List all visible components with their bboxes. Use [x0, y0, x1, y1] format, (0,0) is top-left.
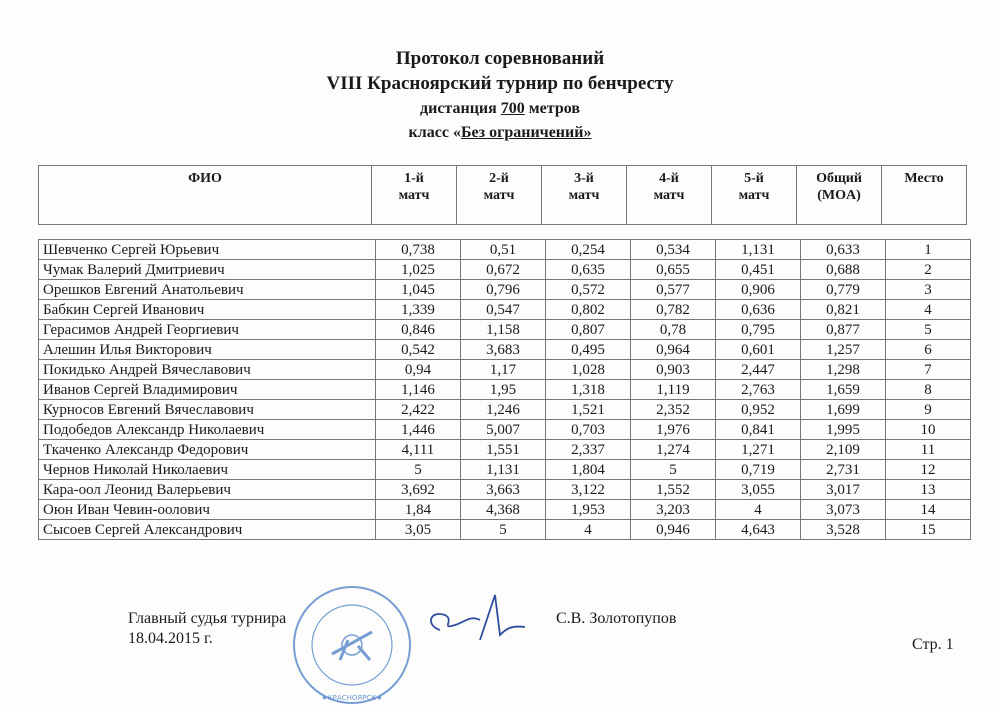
score-cell: 3 — [886, 280, 971, 300]
score-cell: 11 — [886, 440, 971, 460]
score-cell: 4,368 — [461, 500, 546, 520]
name-cell: Чумак Валерий Дмитриевич — [39, 260, 376, 280]
table-row — [39, 380, 971, 400]
name-cell: Оюн Иван Чевин-оолович — [39, 500, 376, 520]
score-cell: 1,025 — [376, 260, 461, 280]
score-cell: 1,446 — [376, 420, 461, 440]
name-cell: Кара-оол Леонид Валерьевич — [39, 480, 376, 500]
class-value: Без ограничений» — [460, 124, 592, 141]
svg-text:★КРАСНОЯРСК★: ★КРАСНОЯРСК★ — [321, 694, 383, 702]
score-cell: 0,572 — [546, 280, 631, 300]
score-cell: 0,688 — [801, 260, 886, 280]
score-cell: 0,78 — [631, 320, 716, 340]
score-cell: 5 — [886, 320, 971, 340]
score-cell: 2,109 — [801, 440, 886, 460]
judge-label: Главный судья турнира — [128, 610, 287, 627]
score-cell: 0,795 — [716, 320, 801, 340]
doc-title: Протокол соревнований — [395, 48, 605, 69]
score-cell: 3,683 — [461, 340, 546, 360]
distance-label: дистанция — [420, 100, 501, 117]
score-cell: 5 — [461, 520, 546, 540]
class-line — [0, 124, 1000, 142]
name-cell: Герасимов Андрей Георгиевич — [39, 320, 376, 340]
name-cell: Иванов Сергей Владимирович — [39, 380, 376, 400]
score-cell: 2,763 — [716, 380, 801, 400]
name-cell: Ткаченко Александр Федорович — [39, 440, 376, 460]
score-cell: 1,95 — [461, 380, 546, 400]
score-cell: 5,007 — [461, 420, 546, 440]
score-cell: 6 — [886, 340, 971, 360]
score-cell: 3,528 — [801, 520, 886, 540]
score-cell: 13 — [886, 480, 971, 500]
score-cell: 2,337 — [546, 440, 631, 460]
distance-value: 700 — [500, 100, 525, 117]
table-row — [39, 420, 971, 440]
score-cell: 3,203 — [631, 500, 716, 520]
score-cell: 0,672 — [461, 260, 546, 280]
score-cell: 1,339 — [376, 300, 461, 320]
name-cell: Алешин Илья Викторович — [39, 340, 376, 360]
score-cell: 15 — [886, 520, 971, 540]
table-row — [39, 320, 971, 340]
score-cell: 1,158 — [461, 320, 546, 340]
table-row — [39, 520, 971, 540]
score-cell: 2,352 — [631, 400, 716, 420]
score-cell: 4,111 — [376, 440, 461, 460]
score-cell: 0,877 — [801, 320, 886, 340]
score-cell: 0,495 — [546, 340, 631, 360]
column-header: 5-й матч — [712, 166, 797, 225]
score-cell: 1,318 — [546, 380, 631, 400]
tournament-name: VIII Красноярский турнир по бенчресту — [326, 73, 674, 94]
score-cell: 1,298 — [801, 360, 886, 380]
score-cell: 0,703 — [546, 420, 631, 440]
score-cell: 0,451 — [716, 260, 801, 280]
name-cell: Бабкин Сергей Иванович — [39, 300, 376, 320]
results-header-table — [38, 165, 967, 225]
score-cell: 3,663 — [461, 480, 546, 500]
table-row — [39, 480, 971, 500]
column-header: 4-й матч — [627, 166, 712, 225]
table-row — [39, 280, 971, 300]
score-cell: 0,51 — [461, 240, 546, 260]
score-cell: 1,659 — [801, 380, 886, 400]
class-label: класс « — [408, 124, 461, 141]
table-row — [39, 340, 971, 360]
score-cell: 3,017 — [801, 480, 886, 500]
score-cell: 1,976 — [631, 420, 716, 440]
score-cell: 3,05 — [376, 520, 461, 540]
score-cell: 1,551 — [461, 440, 546, 460]
score-cell: 0,821 — [801, 300, 886, 320]
score-cell: 1,995 — [801, 420, 886, 440]
score-cell: 10 — [886, 420, 971, 440]
score-cell: 1,045 — [376, 280, 461, 300]
score-cell: 5 — [376, 460, 461, 480]
score-cell: 0,534 — [631, 240, 716, 260]
score-cell: 0,802 — [546, 300, 631, 320]
table-row — [39, 360, 971, 380]
score-cell: 3,073 — [801, 500, 886, 520]
score-cell: 0,779 — [801, 280, 886, 300]
score-cell: 0,719 — [716, 460, 801, 480]
score-cell: 7 — [886, 360, 971, 380]
score-cell: 2,422 — [376, 400, 461, 420]
score-cell: 1,521 — [546, 400, 631, 420]
score-cell: 3,122 — [546, 480, 631, 500]
table-row — [39, 240, 971, 260]
page-number: Стр. 1 — [912, 636, 954, 653]
score-cell: 0,952 — [716, 400, 801, 420]
column-header: 1-й матч — [372, 166, 457, 225]
score-cell: 1,246 — [461, 400, 546, 420]
score-cell: 0,635 — [546, 260, 631, 280]
results-table — [38, 239, 971, 540]
table-row — [39, 440, 971, 460]
score-cell: 0,542 — [376, 340, 461, 360]
name-cell: Чернов Николай Николаевич — [39, 460, 376, 480]
score-cell: 4,643 — [716, 520, 801, 540]
score-cell: 0,946 — [631, 520, 716, 540]
score-cell: 0,94 — [376, 360, 461, 380]
score-cell: 0,906 — [716, 280, 801, 300]
column-header: Общий (MOA) — [797, 166, 882, 225]
score-cell: 0,577 — [631, 280, 716, 300]
name-cell: Орешков Евгений Анатольевич — [39, 280, 376, 300]
score-cell: 9 — [886, 400, 971, 420]
table-row — [39, 300, 971, 320]
name-cell: Курносов Евгений Вячеславович — [39, 400, 376, 420]
column-header: ФИО — [39, 166, 372, 225]
score-cell: 0,738 — [376, 240, 461, 260]
name-cell: Сысоев Сергей Александрович — [39, 520, 376, 540]
score-cell: 4 — [546, 520, 631, 540]
score-cell: 0,547 — [461, 300, 546, 320]
score-cell: 2,731 — [801, 460, 886, 480]
score-cell: 0,782 — [631, 300, 716, 320]
score-cell: 0,846 — [376, 320, 461, 340]
score-cell: 0,254 — [546, 240, 631, 260]
judge-signature — [410, 590, 530, 650]
score-cell: 4 — [716, 500, 801, 520]
score-cell: 0,841 — [716, 420, 801, 440]
score-cell: 1,552 — [631, 480, 716, 500]
table-row — [39, 400, 971, 420]
score-cell: 3,692 — [376, 480, 461, 500]
score-cell: 2 — [886, 260, 971, 280]
score-cell: 0,601 — [716, 340, 801, 360]
score-cell: 0,655 — [631, 260, 716, 280]
score-cell: 0,636 — [716, 300, 801, 320]
score-cell: 1,953 — [546, 500, 631, 520]
score-cell: 1,699 — [801, 400, 886, 420]
score-cell: 1,028 — [546, 360, 631, 380]
score-cell: 8 — [886, 380, 971, 400]
score-cell: 1,271 — [716, 440, 801, 460]
score-cell: 0,807 — [546, 320, 631, 340]
column-header: 3-й матч — [542, 166, 627, 225]
column-header: Место — [882, 166, 967, 225]
score-cell: 0,903 — [631, 360, 716, 380]
score-cell: 4 — [886, 300, 971, 320]
score-cell: 2,447 — [716, 360, 801, 380]
judge-name: С.В. Золотопупов — [556, 610, 677, 627]
score-cell: 1,146 — [376, 380, 461, 400]
score-cell: 1,131 — [461, 460, 546, 480]
name-cell: Шевченко Сергей Юрьевич — [39, 240, 376, 260]
score-cell: 1,131 — [716, 240, 801, 260]
score-cell: 1,119 — [631, 380, 716, 400]
official-stamp — [288, 584, 416, 706]
score-cell: 1,17 — [461, 360, 546, 380]
score-cell: 1,274 — [631, 440, 716, 460]
column-header: 2-й матч — [457, 166, 542, 225]
score-cell: 5 — [631, 460, 716, 480]
score-cell: 3,055 — [716, 480, 801, 500]
distance-line — [0, 100, 1000, 118]
score-cell: 14 — [886, 500, 971, 520]
table-row — [39, 460, 971, 480]
table-row — [39, 260, 971, 280]
name-cell: Покидько Андрей Вячеславович — [39, 360, 376, 380]
name-cell: Подобедов Александр Николаевич — [39, 420, 376, 440]
score-cell: 0,964 — [631, 340, 716, 360]
score-cell: 0,633 — [801, 240, 886, 260]
distance-unit: метров — [524, 100, 580, 117]
score-cell: 0,796 — [461, 280, 546, 300]
score-cell: 1,804 — [546, 460, 631, 480]
table-row — [39, 500, 971, 520]
protocol-date: 18.04.2015 г. — [128, 630, 213, 647]
score-cell: 1 — [886, 240, 971, 260]
score-cell: 12 — [886, 460, 971, 480]
score-cell: 1,257 — [801, 340, 886, 360]
score-cell: 1,84 — [376, 500, 461, 520]
